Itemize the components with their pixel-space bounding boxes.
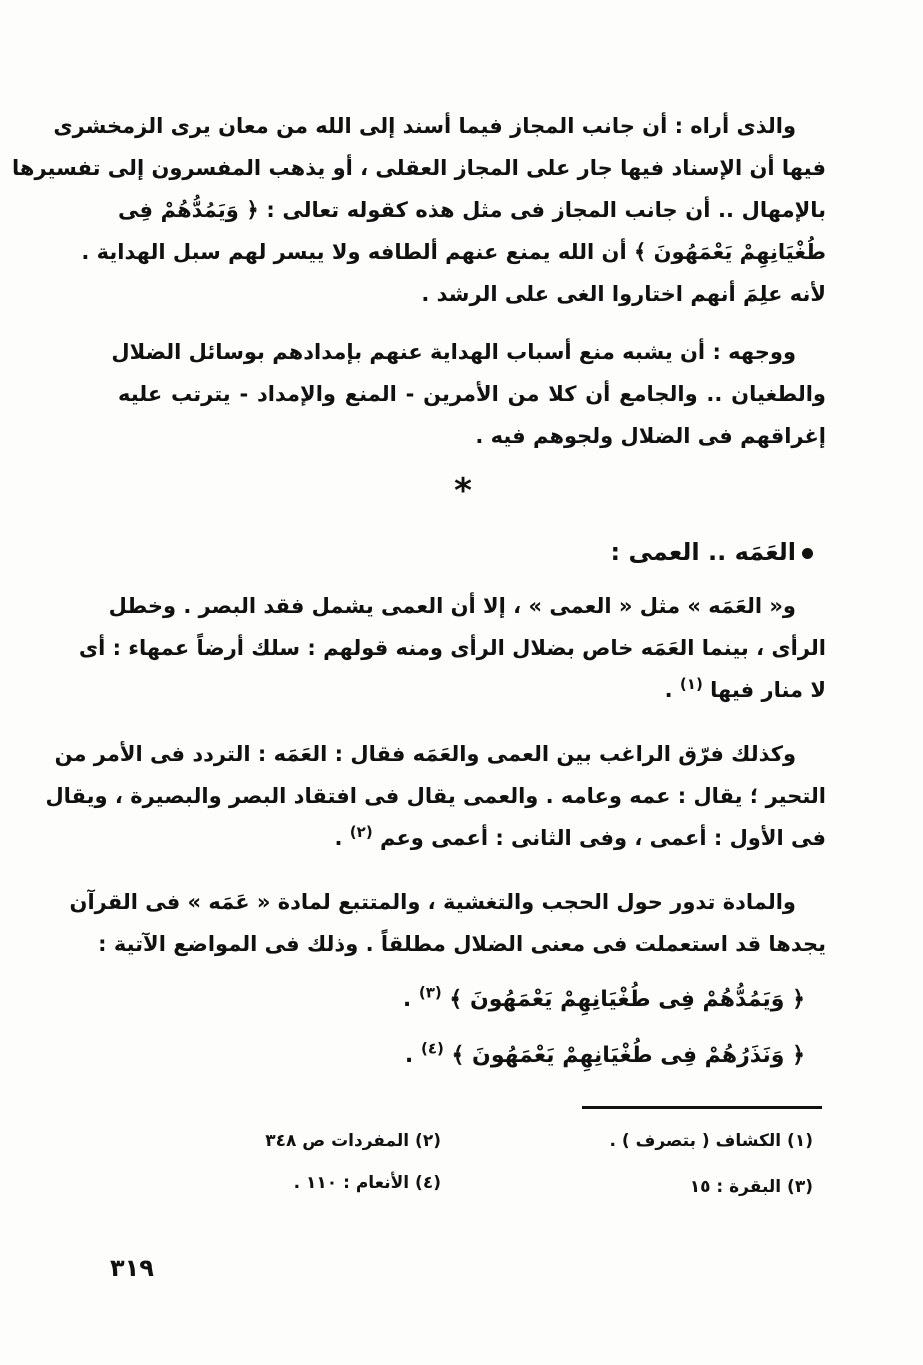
section-heading-text: العَمَه .. العمى : [610, 538, 796, 566]
paragraph-1-line-4: طُغْيَانِهِمْ يَعْمَهُونَ ﴾ أن الله يمنع عنهم ألطافه ولا ييسر لهم سبل الهداية . [81, 240, 826, 264]
paragraph-3-line-2: الرأى ، بينما العَمَه خاص بضلال الرأى ومنه قولهم : سلك أرضاً عمهاء : أى [78, 636, 826, 660]
footnote-ref-1: (١) [679, 675, 703, 693]
paragraph-4-line-2: التحير ؛ يقال : عمه وعامه . والعمى يقال فى افتقاد البصر والبصيرة ، ويقال [45, 784, 826, 808]
paragraph-4-line-3-text: فى الأول : أعمى ، وفى الثانى : أعمى وعم [379, 826, 826, 850]
quran-verse-2 [405, 1034, 805, 1078]
quran-verse-2-end: . [404, 1043, 414, 1068]
paragraph-3-line-3-text: لا منار فيها [710, 678, 826, 702]
section-separator: * [454, 471, 472, 511]
paragraph-1-line-1: والذى أراه : أن جانب المجاز فيما أسند إلى الله من معان يرى الزمخشرى [53, 114, 796, 138]
paragraph-2-line-1: ووجهه : أن يشبه منع أسباب الهداية عنهم بإمدادهم بوسائل الضلال [111, 340, 796, 364]
footnote-divider [582, 1106, 822, 1109]
page-number: ٣١٩ [110, 1254, 154, 1282]
paragraph-3-end: . [664, 678, 673, 702]
paragraph-1-line-5: لأنه علِمَ أنهم اختاروا الغى على الرشد . [421, 282, 826, 306]
paragraph-4 [45, 734, 826, 864]
footnote-ref-2: (٢) [349, 823, 373, 841]
quran-verse-1-end: . [402, 987, 412, 1012]
paragraph-2-line-2: والطغيان .. والجامع أن كلا من الأمرين - المنع والإمداد - يترتب عليه [118, 382, 826, 406]
bullet-icon [802, 548, 813, 559]
paragraph-4-line-1: وكذلك فرّق الراغب بين العمى والعَمَه فقال : العَمَه : التردد فى الأمر من [54, 742, 796, 766]
paragraph-4-line-3 [118, 818, 826, 858]
quran-verse-1 [403, 978, 805, 1022]
footnote-4: (٤) الأنعام : ١١٠ . [293, 1173, 441, 1193]
paragraph-5-line-2: يجدها قد استعملت فى معنى الضلال مطلقاً . وذلك فى المواضع الآتية : [98, 932, 826, 956]
paragraph-1-line-2: فيها أن الإسناد فيها جار على المجاز العقلى ، أو يذهب المفسرون إلى تفسيرها [12, 156, 826, 180]
paragraph-1 [12, 106, 826, 316]
paragraph-1-line-3: بالإمهال .. أن جانب المجاز فى مثل هذه كقوله تعالى : ﴿ وَيَمُدُّهُمْ فِى [118, 198, 826, 222]
section-heading [611, 530, 813, 574]
footnote-1: (١) الكشاف ( بتصرف ) . [609, 1131, 813, 1151]
quran-verse-1-text: ﴿ وَيَمُدُّهُمْ فِى طُغْيَانِهِمْ يَعْمَهُونَ ﴾ [449, 987, 805, 1012]
paragraph-3 [78, 586, 826, 716]
paragraph-2 [111, 332, 826, 462]
paragraph-3-line-3 [118, 670, 826, 710]
footnote-ref-4: (٤) [420, 1039, 444, 1058]
footnote-ref-3: (٣) [418, 983, 442, 1002]
footnote-3: (٣) البقرة : ١٥ [689, 1177, 813, 1197]
footnote-2: (٢) المفردات ص ٣٤٨ [265, 1131, 441, 1151]
quran-verse-2-text: ﴿ وَنَذَرُهُمْ فِى طُغْيَانِهِمْ يَعْمَهُونَ ﴾ [451, 1043, 805, 1068]
paragraph-4-end: . [334, 826, 343, 850]
paragraph-5-line-1: والمادة تدور حول الحجب والتغشية ، والمتتبع لمادة « عَمَه » فى القرآن [69, 890, 796, 914]
paragraph-5 [69, 882, 826, 968]
paragraph-2-line-3: إغراقهم فى الضلال ولجوهم فيه . [475, 424, 826, 448]
paragraph-3-line-1: و« العَمَه » مثل « العمى » ، إلا أن العمى يشمل فقد البصر . وخطل [108, 594, 796, 618]
